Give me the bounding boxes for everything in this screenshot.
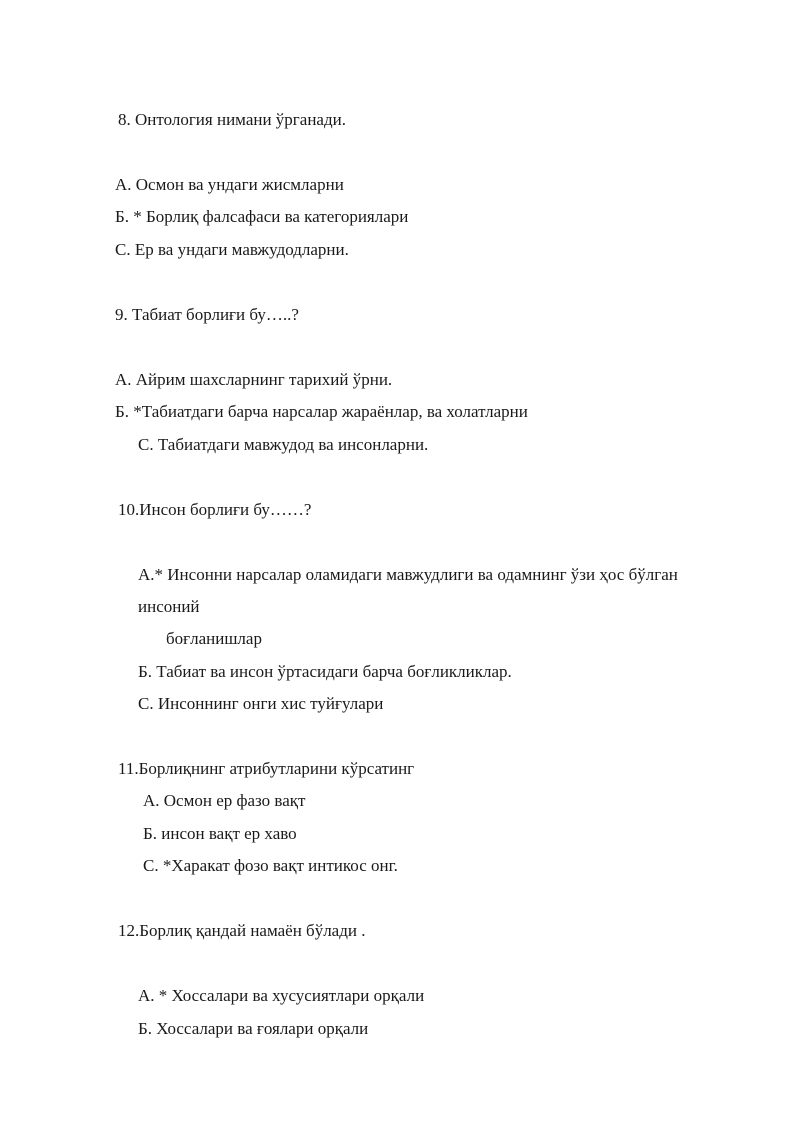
question-12-option-a: А. * Хоссалари ва хусусиятлари орқали: [138, 986, 425, 1005]
question-10: 10.Инсон борлиғи бу……?: [118, 500, 312, 519]
question-12: 12.Борлиқ қандай намаён бўлади .: [118, 921, 366, 940]
question-9-option-a: А. Айрим шахсларнинг тарихий ўрни.: [115, 370, 393, 389]
question-8-option-b: Б. * Борлиқ фалсафаси ва категориялари: [115, 207, 409, 226]
question-9-option-c: С. Табиатдаги мавжудод ва инсонларни.: [138, 435, 429, 454]
question-11: 11.Борлиқнинг атрибутларини кўрсатинг: [118, 759, 415, 778]
question-10-option-b: Б. Табиат ва инсон ўртасидаги барча боғликликлар.: [138, 662, 512, 681]
question-10-option-a-cont-2: боғланишлар: [166, 629, 262, 648]
question-11-option-a: А. Осмон ер фазо вақт: [143, 791, 306, 810]
question-8: 8. Онтология нимани ўрганади.: [118, 110, 346, 129]
question-11-option-c: С. *Харакат фозо вақт интикос онг.: [143, 856, 398, 875]
question-10-option-c: С. Инсоннинг онги хис туйғулари: [138, 694, 384, 713]
question-8-option-c: С. Ер ва ундаги мавжудодларни.: [115, 240, 349, 259]
question-9-option-b: Б. *Табиатдаги барча нарсалар жараёнлар, ва холатларни: [115, 402, 528, 421]
question-10-option-a: А.* Инсонни нарсалар оламидаги мавжудлиги ва одамнинг ўзи ҳос бўлган: [138, 565, 678, 584]
question-11-option-b: Б. инсон вақт ер хаво: [143, 824, 297, 843]
question-10-option-a-cont-1: инсоний: [138, 597, 200, 616]
question-9: 9. Табиат борлиғи бу…..?: [115, 305, 299, 324]
question-12-option-b: Б. Хоссалари ва ғоялари орқали: [138, 1019, 369, 1038]
question-8-option-a: А. Осмон ва ундаги жисмларни: [115, 175, 344, 194]
